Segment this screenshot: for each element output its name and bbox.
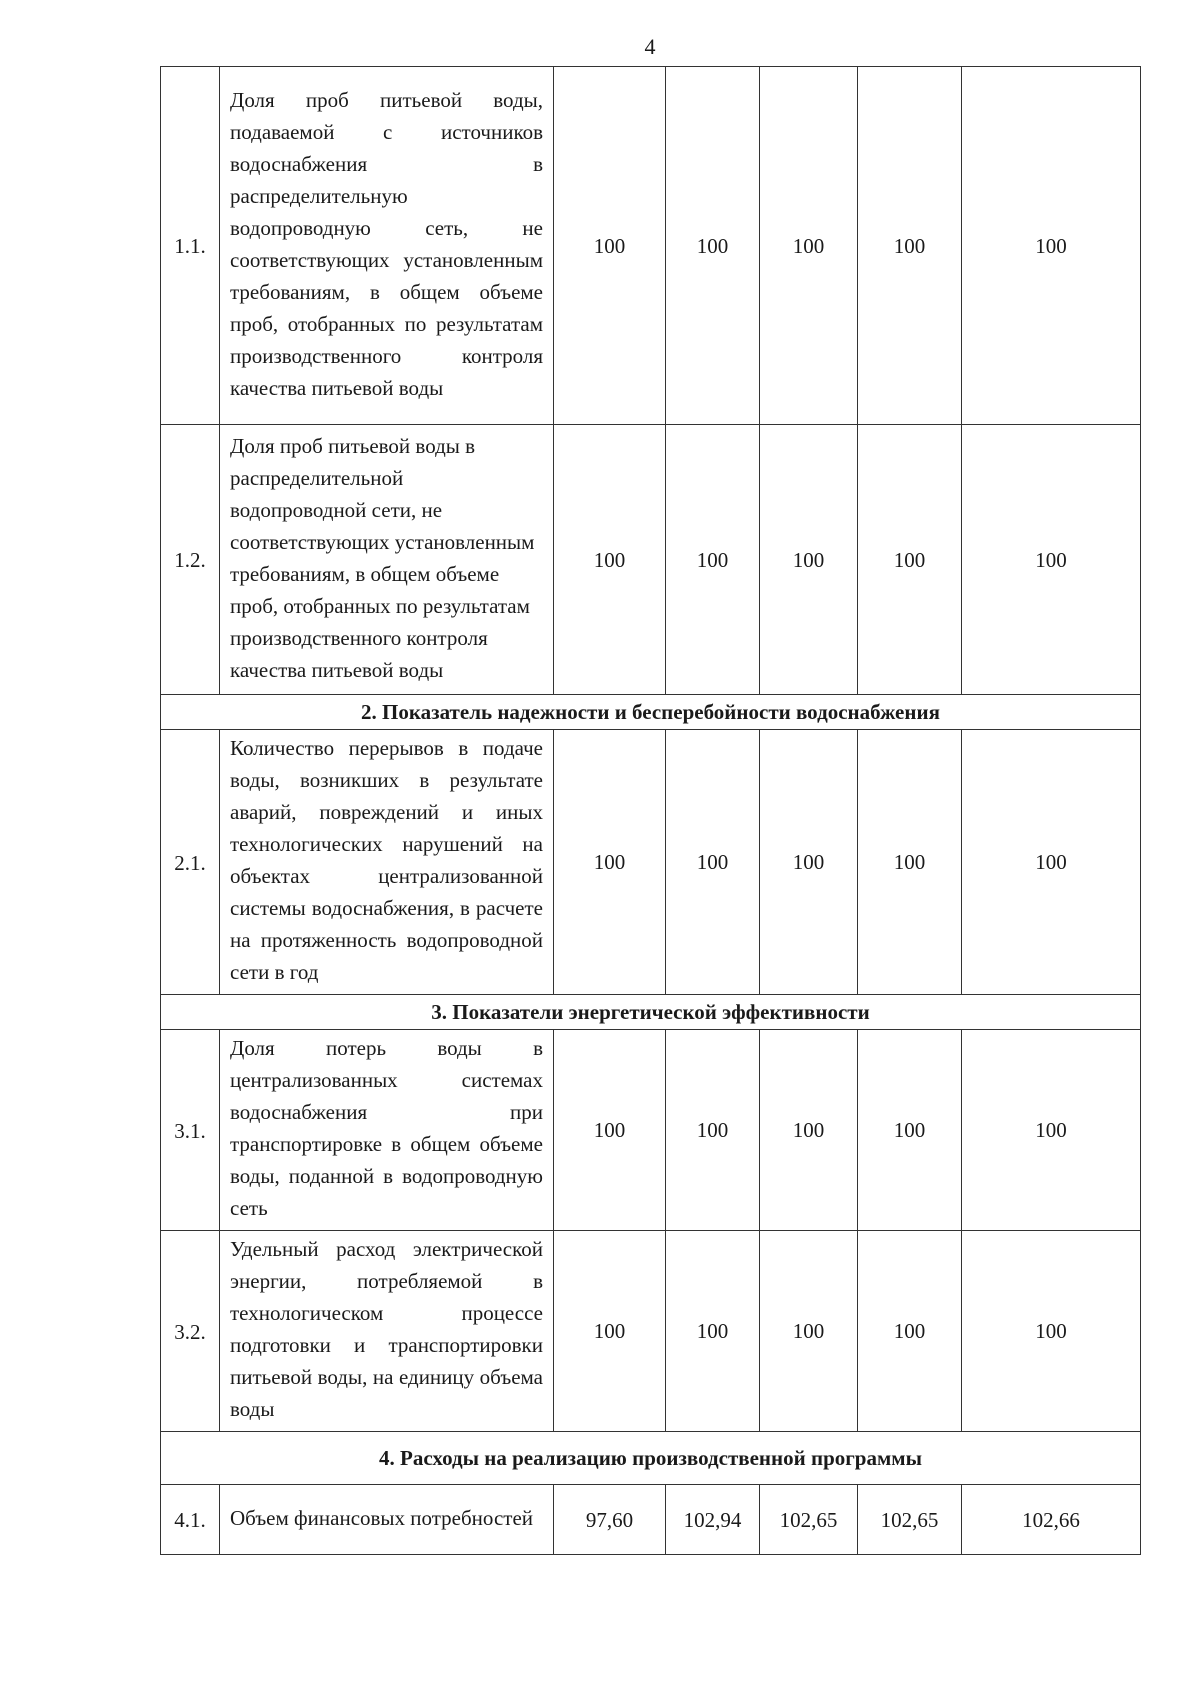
indicator-description: Удельный расход электрической энергии, потребляемой в технологическом процессе подготовки и транспортировки питьевой воды, на единицу объема воды <box>220 1231 554 1432</box>
value-cell: 100 <box>666 1231 760 1432</box>
value-cell: 100 <box>962 1231 1141 1432</box>
section-heading: 3. Показатели энергетической эффективности <box>161 995 1141 1030</box>
table-row <box>161 1231 1141 1432</box>
row-number: 1.1. <box>161 67 220 425</box>
row-number: 3.1. <box>161 1030 220 1231</box>
value-cell: 100 <box>760 425 858 695</box>
value-cell: 100 <box>858 1231 962 1432</box>
value-cell: 100 <box>760 67 858 425</box>
value-cell: 100 <box>666 67 760 425</box>
value-cell: 97,60 <box>554 1485 666 1555</box>
table-row <box>161 67 1141 425</box>
page-number: 4 <box>644 34 656 59</box>
value-cell: 100 <box>858 730 962 995</box>
value-cell: 100 <box>962 730 1141 995</box>
value-cell: 100 <box>858 67 962 425</box>
value-cell: 100 <box>554 67 666 425</box>
value-cell: 100 <box>666 730 760 995</box>
indicator-description: Количество перерывов в подаче воды, возникших в результате аварий, повреждений и иных технологических нарушений на объектах централизованной системы водоснабжения, в расчете на протяженность водопроводной сети в год <box>220 730 554 995</box>
value-cell: 100 <box>858 1030 962 1231</box>
value-cell: 100 <box>962 1030 1141 1231</box>
row-number: 1.2. <box>161 425 220 695</box>
row-number: 3.2. <box>161 1231 220 1432</box>
value-cell: 100 <box>554 1231 666 1432</box>
row-number: 4.1. <box>161 1485 220 1555</box>
value-cell: 100 <box>760 730 858 995</box>
value-cell: 100 <box>858 425 962 695</box>
value-cell: 100 <box>760 1231 858 1432</box>
indicator-description: Объем финансовых потребностей <box>220 1485 554 1555</box>
value-cell: 100 <box>962 67 1141 425</box>
value-cell: 102,94 <box>666 1485 760 1555</box>
table-row <box>161 1485 1141 1555</box>
value-cell: 102,66 <box>962 1485 1141 1555</box>
indicators-table <box>160 66 1141 1555</box>
value-cell: 100 <box>554 1030 666 1231</box>
value-cell: 100 <box>962 425 1141 695</box>
section-row <box>161 995 1141 1030</box>
value-cell: 102,65 <box>760 1485 858 1555</box>
value-cell: 100 <box>554 730 666 995</box>
value-cell: 100 <box>666 1030 760 1231</box>
section-row <box>161 1432 1141 1485</box>
value-cell: 100 <box>760 1030 858 1231</box>
section-row <box>161 695 1141 730</box>
value-cell: 100 <box>666 425 760 695</box>
table-row <box>161 1030 1141 1231</box>
row-number: 2.1. <box>161 730 220 995</box>
value-cell: 100 <box>554 425 666 695</box>
table-row <box>161 425 1141 695</box>
section-heading: 4. Расходы на реализацию производственной программы <box>161 1432 1141 1485</box>
indicator-description: Доля потерь воды в централизованных системах водоснабжения при транспортировке в общем объеме воды, поданной в водопроводную сеть <box>220 1030 554 1231</box>
indicator-description: Доля проб питьевой воды, подаваемой с источников водоснабжения в распределительную водопроводную сеть, не соответствующих установленным требованиям, в общем объеме проб, отобранных по результатам производственного контроля качества питьевой воды <box>220 67 554 425</box>
indicator-description: Доля проб питьевой воды в распределительной водопроводной сети, не соответствующих установленным требованиям, в общем объеме проб, отобранных по результатам производственного контроля качества питьевой воды <box>220 425 554 695</box>
section-heading: 2. Показатель надежности и бесперебойности водоснабжения <box>161 695 1141 730</box>
value-cell: 102,65 <box>858 1485 962 1555</box>
table-row <box>161 730 1141 995</box>
